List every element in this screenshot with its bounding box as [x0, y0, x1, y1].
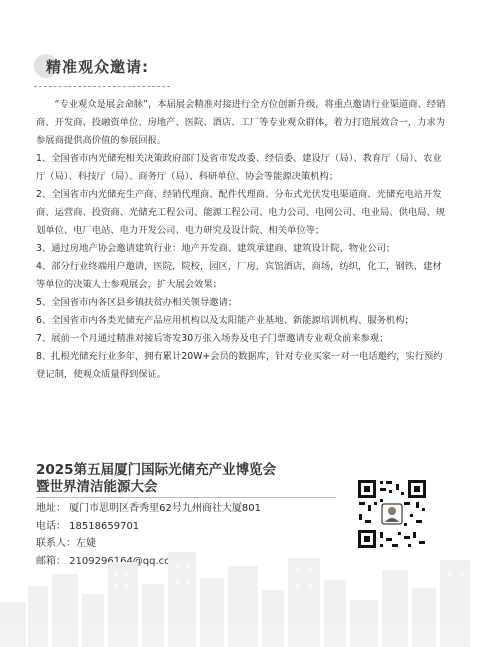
list-item: 7、展前一个月通过精准对接后寄发30万张入场券及电子门票邀请专业观众前来参观；	[36, 333, 389, 344]
list-item: 5、全国省市内各区县乡镇扶贫办相关领导邀请；	[36, 297, 238, 308]
list-item: 8、扎根光储充行业多年，拥有累计20W+会员的数据库，针对专业买家一对一电话邀约，实行预约登记制，使观众质量得到保证。	[36, 351, 443, 380]
list-item: 1、全国省市内光储充相关决策政府部门及省市发改委、经信委、建设厅（局）、教育厅（局）、农业厅（局）、科技厅（局）、商务厅（局）、科研单位、协会等能源决策机构；	[36, 153, 442, 182]
list-item: 3、通过房地产协会邀请建筑行业：地产开发商、建筑承建商、建筑设计院、物业公司；	[36, 243, 396, 254]
list-item: 2、全国省市内光储充生产商、经销代理商、配件代理商、分布式光伏发电渠道商、光储充电站开发商、运营商、投资商、光储充工程公司、能源工程公司、电力公司、电网公司、电业局、供电局、规划单位、电厂电站、电力开发公司、电力研究及设计院、相关单位等；	[36, 189, 446, 236]
city-skyline-illustration	[0, 540, 480, 647]
event-title-line2: 暨世界清洁能源大会	[36, 479, 158, 495]
intro-paragraph: “专业观众是展会命脉”，本届展会精准对接进行全方位创新升级，将重点邀请行业渠道商、经销商、开发商、投融资单位、房地产、医院、酒店、工厂等专业观众群体，着力打造展效合一，力求为参展商提供高价值的参展回报。	[36, 99, 446, 146]
event-title	[36, 462, 336, 496]
event-title-line1: 2025第五届厦门国际光储充产业博览会	[36, 462, 277, 478]
section-title: 精准观众邀请:	[46, 57, 149, 76]
invitation-body	[36, 96, 446, 384]
address-line: 地址： 厦门市思明区香秀里62号九州商社大厦801	[36, 503, 261, 514]
list-item: 4、部分行业终端用户邀请，医院，院校，园区，厂房，宾馆酒店，商场，纺织，化工，钢铁，建材等单位的决策人士参观展会，扩大展会效果；	[36, 261, 442, 290]
section-divider	[34, 86, 170, 87]
section-header	[34, 52, 162, 80]
footer-divider	[36, 497, 336, 498]
list-item: 6、全国省市内各类光储充产品应用机构以及太阳能产业基地、新能源培训机构、服务机构；	[36, 315, 414, 326]
phone-line[interactable]: 电话： 18518659701	[36, 520, 140, 532]
